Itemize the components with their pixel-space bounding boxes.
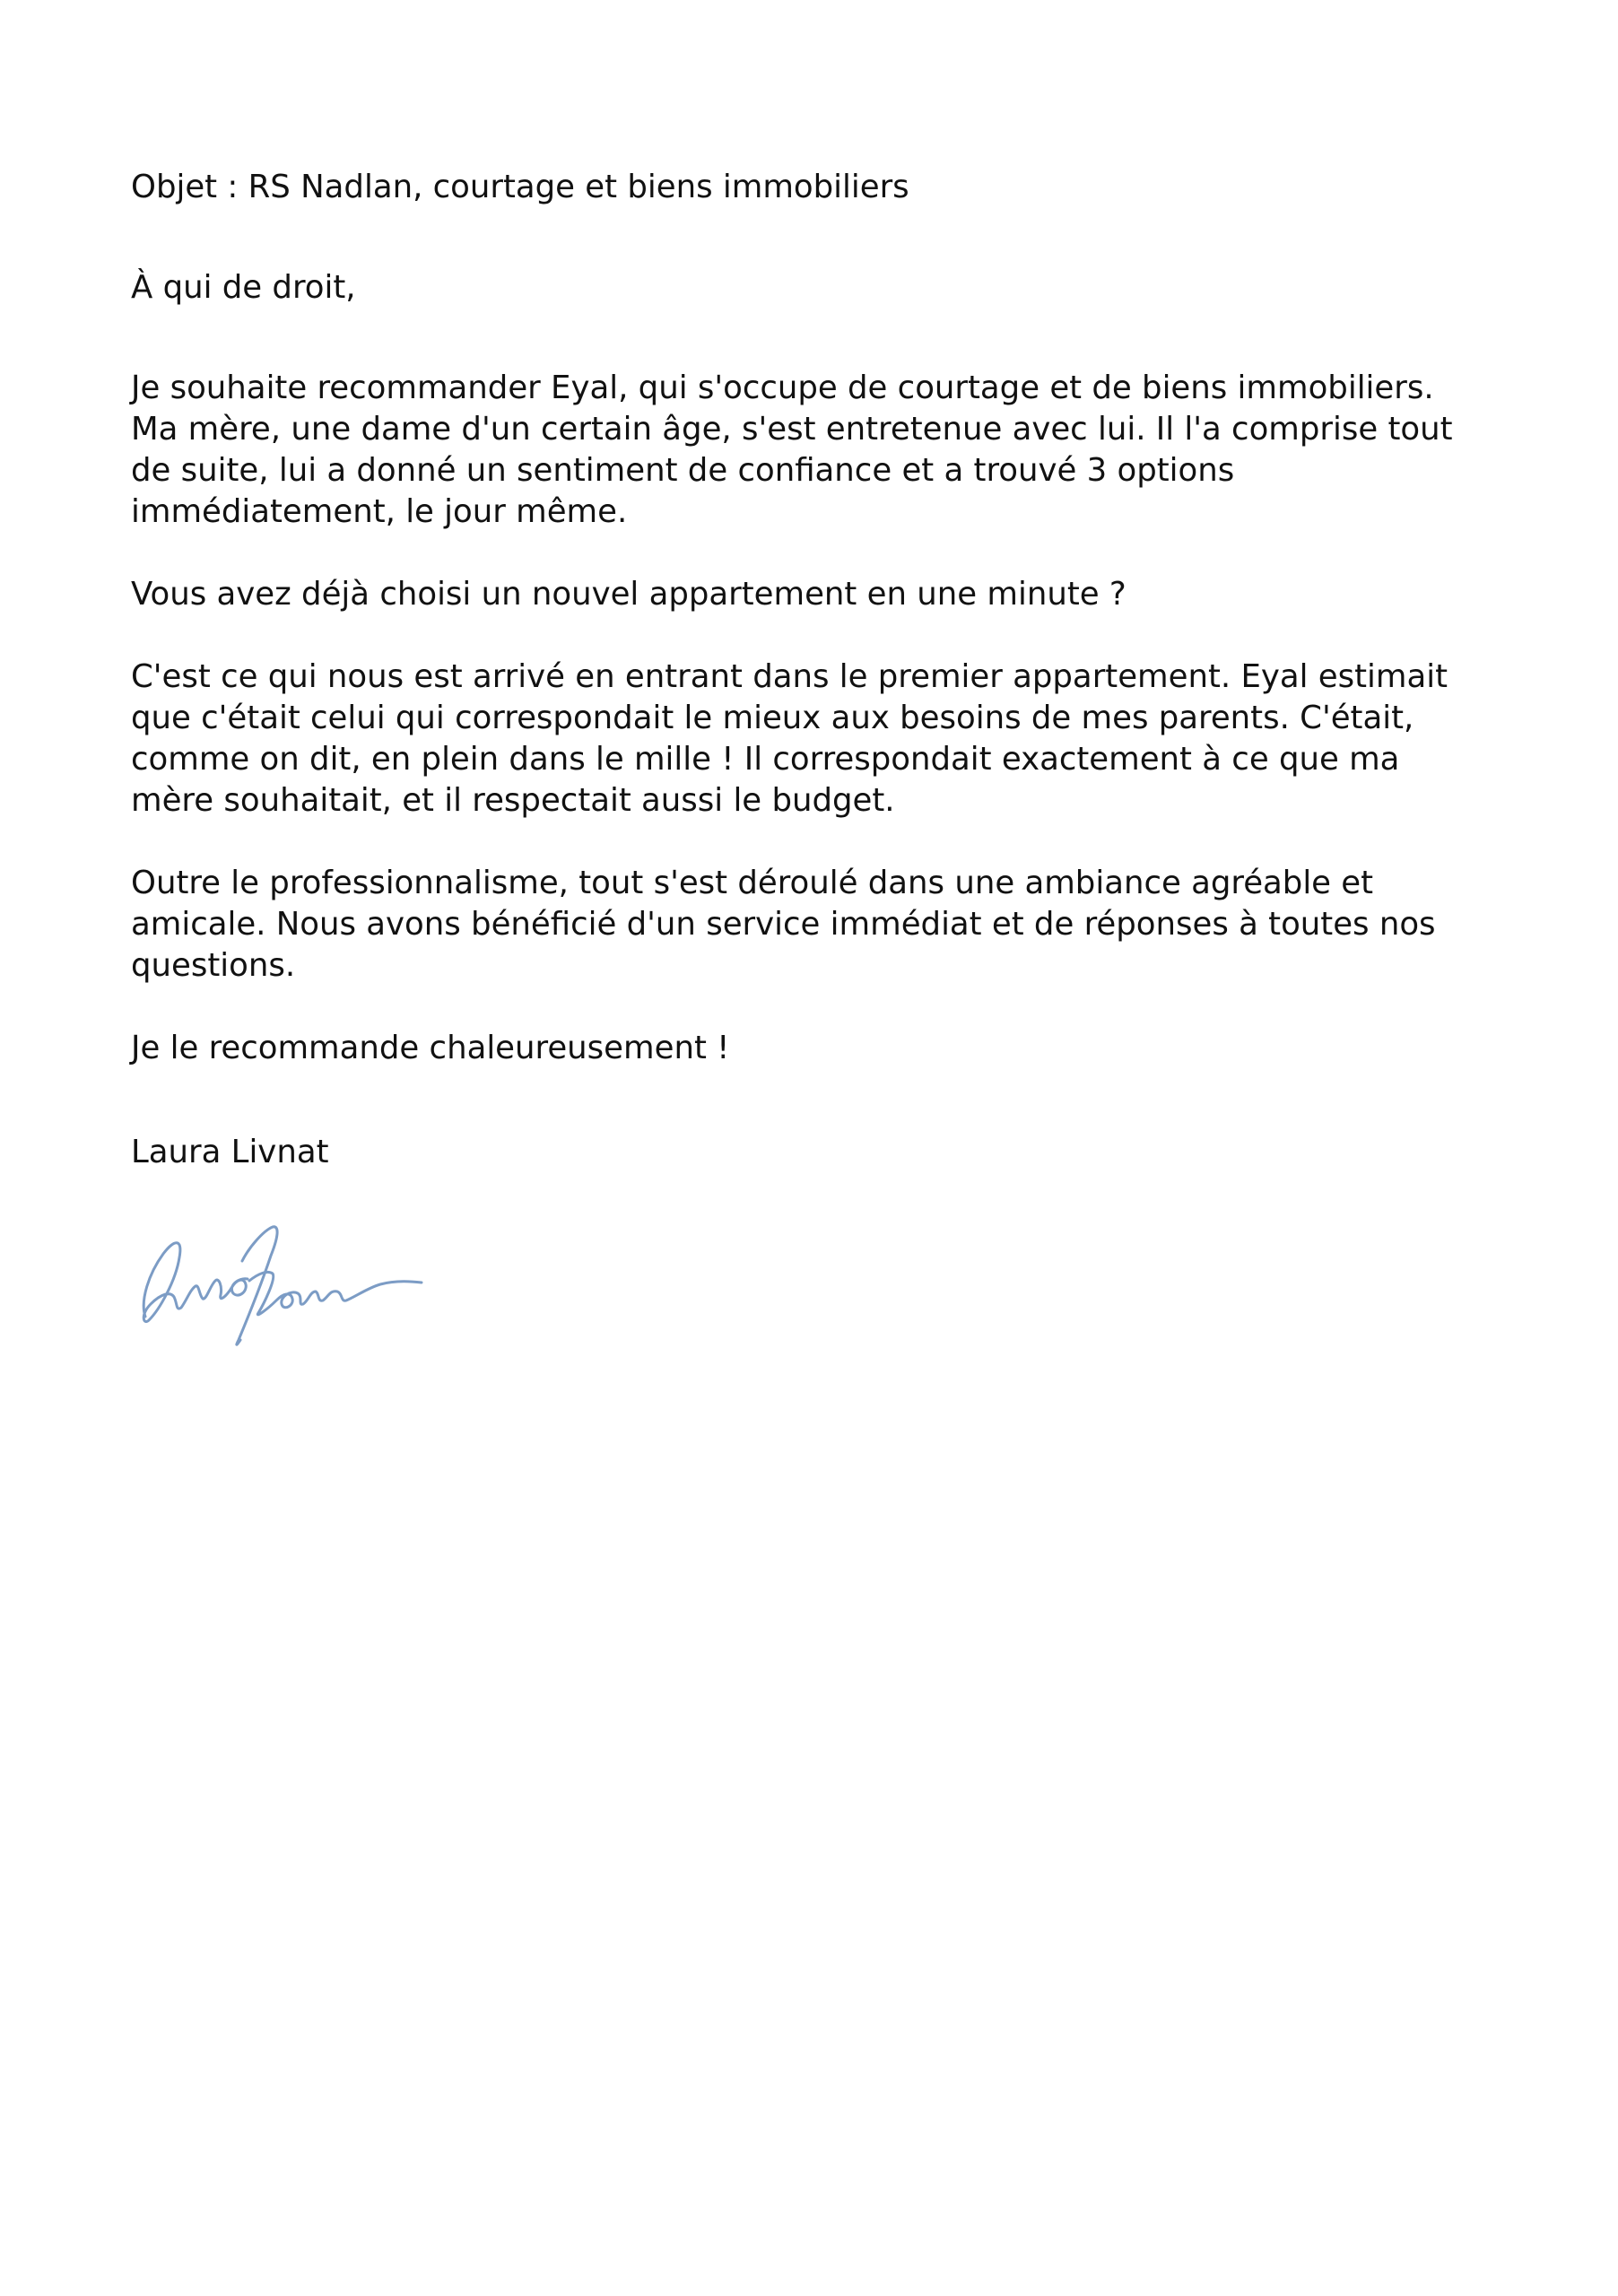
letter-closing: Je le recommande chaleureusement ! [131, 1030, 730, 1066]
handwritten-signature [133, 1211, 438, 1354]
paragraph-line: immédiatement, le jour même. [131, 493, 628, 530]
paragraph-line: C'est ce qui nous est arrivé en entrant dans le premier appartement. Eyal estimait [131, 658, 1448, 695]
letter-salutation: À qui de droit, [131, 269, 356, 306]
paragraph-line: questions. [131, 947, 296, 984]
paragraph-line: de suite, lui a donné un sentiment de confiance et a trouvé 3 options [131, 452, 1235, 489]
paragraph-question [131, 574, 1512, 615]
letter-body [131, 167, 1512, 1173]
paragraph-line: que c'était celui qui correspondait le mieux aux besoins de mes parents. C'était, [131, 700, 1414, 736]
paragraph-line: Outre le professionnalisme, tout s'est déroulé dans une ambiance agréable et [131, 865, 1374, 901]
paragraph-line: Vous avez déjà choisi un nouvel appartement en une minute ? [131, 576, 1127, 613]
paragraph-line: comme on dit, en plein dans le mille ! Il correspondait exactement à ce que ma [131, 741, 1400, 778]
signer-name: Laura Livnat [131, 1134, 329, 1170]
paragraph-recommendation [131, 368, 1512, 533]
signature-stroke [249, 1272, 422, 1314]
paragraph-line: mère souhaitait, et il respectait aussi le budget. [131, 782, 895, 819]
paragraph-line: amicale. Nous avons bénéficié d'un service immédiat et de réponses à toutes nos [131, 906, 1436, 943]
signature-stroke [144, 1243, 248, 1322]
paragraph-line: Je souhaite recommander Eyal, qui s'occupe de courtage et de biens immobiliers. [131, 370, 1434, 406]
letter-subject: Objet : RS Nadlan, courtage et biens immobiliers [131, 169, 909, 205]
paragraph-first-apartment [131, 657, 1512, 822]
paragraph-professionalism [131, 863, 1512, 987]
paragraph-line: Ma mère, une dame d'un certain âge, s'est entretenue avec lui. Il l'a comprise tout [131, 411, 1453, 448]
